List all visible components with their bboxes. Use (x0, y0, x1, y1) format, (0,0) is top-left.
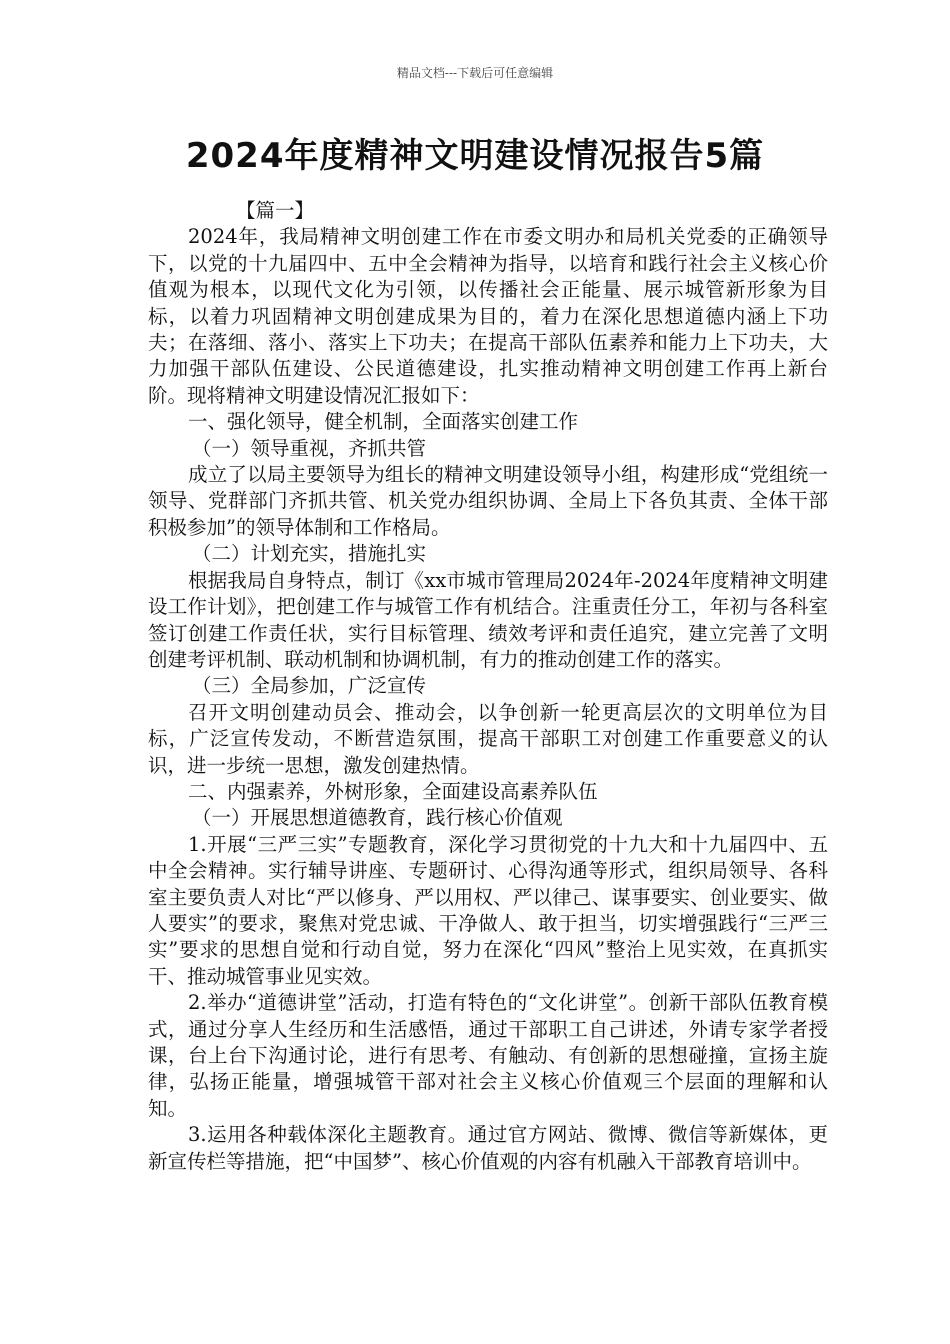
section-heading: 一、强化领导，健全机制，全面落实创建工作 (188, 410, 579, 434)
paragraph: 2.举办“道德讲堂”活动，打造有特色的“文化讲堂”。创新干部队伍教育模式，通过分享人生经历和生活感悟，通过干部职工自己讲述，外请专家学者授课，台上台下沟通讨论，进行有思考、有触动、有创新的思想碰撞，宣扬主旋律，弘扬正能量，增强城管干部对社会主义核心价值观三个层面的理解和认知。 (148, 991, 828, 1120)
paragraph: 成立了以局主要领导为组长的精神文明建设领导小组，构建形成“党组统一领导、党群部门齐抓共管、机关党办组织协调、全局上下各负其责、全体干部积极参加”的领导体制和工作格局。 (148, 463, 828, 539)
paragraph: 根据我局自身特点，制订《xx市城市管理局2024年-2024年度精神文明建设工作计划》，把创建工作与城管工作有机结合。注重责任分工，年初与各科室签订创建工作责任状，实行目标管理、绩效考评和责任追究，建立完善了文明创建考评机制、联动机制和协调机制，有力的推动创建工作的落实。 (148, 568, 828, 671)
paragraph: 2024年，我局精神文明创建工作在市委文明办和局机关党委的正确领导下，以党的十九届四中、五中全会精神为指导，以培育和践行社会主义核心价值观为根本，以现代文化为引领，以传播社会正能量、展示城管新形象为目标，以着力巩固精神文明创建成果为目的，着力在深化思想道德内涵上下功夫；在落细、落小、落实上下功夫；在提高干部队伍素养和能力上下功夫，大力加强干部队伍建设、公民道德建设，扎实推动精神文明创建工作再上新台阶。现将精神文明建设情况汇报如下： (148, 225, 828, 407)
subsection-heading: （一）领导重视，齐抓共管 (192, 436, 427, 460)
section-mark: 【篇一】 (236, 199, 315, 222)
document-body (148, 198, 828, 1175)
paragraph: 3.运用各种载体深化主题教育。通过官方网站、微博、微信等新媒体，更新宣传栏等措施，把“中国梦”、核心价值观的内容有机融入干部教育培训中。 (148, 1123, 828, 1173)
document-title: 2024年度精神文明建设情况报告5篇 (185, 136, 765, 176)
subsection-heading: （一）开展思想道德教育，践行核心价值观 (192, 806, 563, 830)
header-note: 精品文档---下载后可任意编辑 (396, 66, 554, 80)
section-heading: 二、内强素养，外树形象，全面建设高素养队伍 (188, 779, 598, 803)
subsection-heading: （二）计划充实，措施扎实 (192, 542, 427, 566)
paragraph: 1.开展“三严三实”专题教育，深化学习贯彻党的十九大和十九届四中、五中全会精神。实行辅导讲座、专题研讨、心得沟通等形式，组织局领导、各科室主要负责人对比“严以修身、严以用权、严以律己、谋事要实、创业要实、做人要实”的要求，聚焦对党忠诚、干净做人、敢于担当，切实增强践行“三严三实”要求的思想自觉和行动自觉，努力在深化“四风”整治上见实效，在真抓实干、推动城管事业见实效。 (148, 832, 828, 988)
subsection-heading: （三）全局参加，广泛宣传 (192, 674, 427, 698)
paragraph: 召开文明创建动员会、推动会，以争创新一轮更高层次的文明单位为目标，广泛宣传发动，不断营造氛围，提高干部职工对创建工作重要意义的认识，进一步统一思想，激发创建热情。 (148, 700, 828, 777)
